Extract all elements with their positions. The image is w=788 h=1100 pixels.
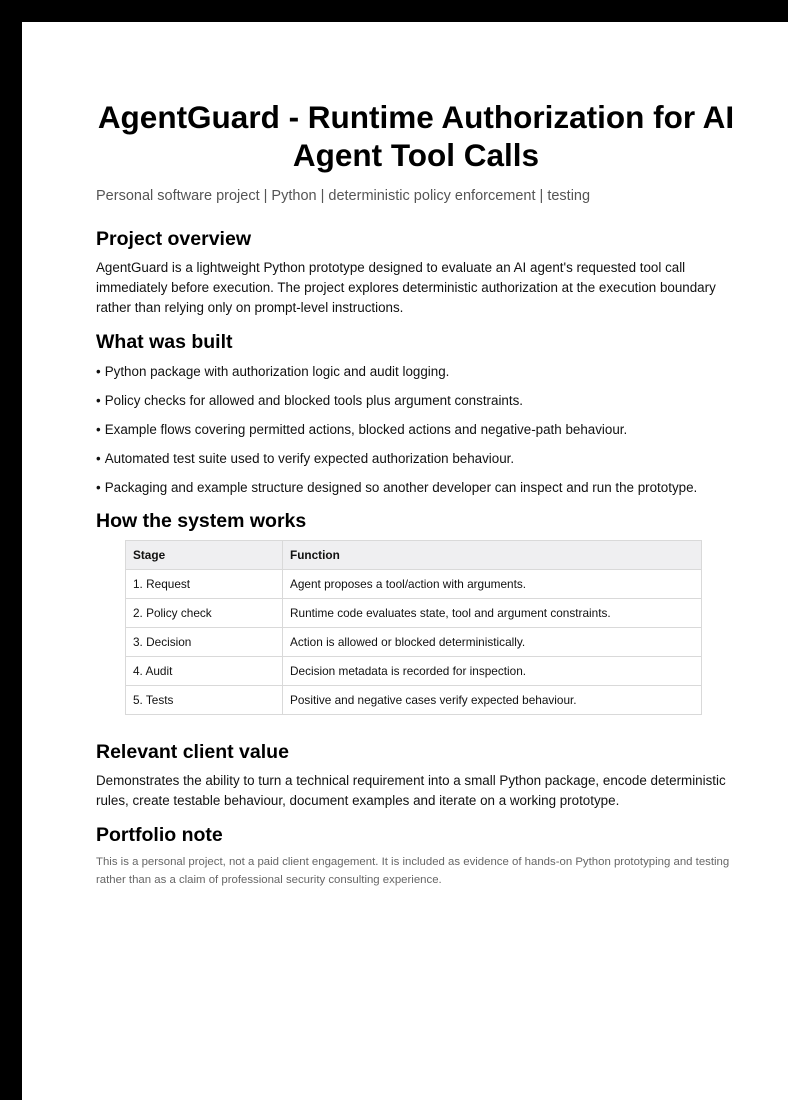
bullet-text: Automated test suite used to verify expected authorization behaviour. xyxy=(104,451,515,466)
cell-function: Agent proposes a tool/action with arguments. xyxy=(283,570,702,599)
table-header-row xyxy=(126,541,702,570)
table-row xyxy=(126,657,702,686)
table-row xyxy=(126,628,702,657)
section-heading-overview: Project overview xyxy=(96,228,251,250)
bullet-text: Packaging and example structure designed so another developer can inspect and run the prototype. xyxy=(104,480,698,495)
bullet-text: Python package with authorization logic and audit logging. xyxy=(104,364,450,379)
cell-stage: 4. Audit xyxy=(126,657,283,686)
section-heading-built: What was built xyxy=(96,331,233,353)
cell-function: Runtime code evaluates state, tool and argument constraints. xyxy=(283,599,702,628)
section-heading-value: Relevant client value xyxy=(96,741,289,763)
document-page xyxy=(22,22,788,1100)
bullet-text: Policy checks for allowed and blocked tools plus argument constraints. xyxy=(104,393,524,408)
section-heading-portfolio: Portfolio note xyxy=(96,824,223,846)
document-subtitle: Personal software project | Python | deterministic policy enforcement | testing xyxy=(96,188,591,204)
cell-function: Positive and negative cases verify expected behaviour. xyxy=(283,686,702,715)
bullet-dot-icon: • xyxy=(96,422,101,437)
cell-function: Decision metadata is recorded for inspection. xyxy=(283,657,702,686)
cell-function: Action is allowed or blocked deterministically. xyxy=(283,628,702,657)
bullet-item xyxy=(96,420,756,440)
bullet-text: Example flows covering permitted actions, blocked actions and negative-path behaviour. xyxy=(104,422,628,437)
built-bullet-list xyxy=(96,362,756,507)
stage-function-table xyxy=(125,540,702,715)
cell-stage: 5. Tests xyxy=(126,686,283,715)
bullet-dot-icon: • xyxy=(96,393,101,408)
bullet-item xyxy=(96,391,756,411)
bullet-dot-icon: • xyxy=(96,480,101,495)
table-row xyxy=(126,599,702,628)
cell-stage: 2. Policy check xyxy=(126,599,283,628)
value-paragraph: Demonstrates the ability to turn a technical requirement into a small Python package, encode deterministic rules, create testable behaviour, document examples and iterate on a working prototype. xyxy=(96,773,726,808)
table-row xyxy=(126,686,702,715)
bullet-dot-icon: • xyxy=(96,451,101,466)
bullet-item xyxy=(96,362,756,382)
bullet-item xyxy=(96,478,756,498)
document-title: AgentGuard - Runtime Authorization for AI Agent Tool Calls xyxy=(97,99,735,173)
overview-paragraph: AgentGuard is a lightweight Python prototype designed to evaluate an AI agent's requested tool call immediately before execution. The project explores deterministic authorization at the execution boundary rather than relying only on prompt-level instructions. xyxy=(96,260,716,315)
cell-stage: 1. Request xyxy=(126,570,283,599)
cell-stage: 3. Decision xyxy=(126,628,283,657)
column-header-stage: Stage xyxy=(126,541,283,570)
portfolio-note-paragraph: This is a personal project, not a paid client engagement. It is included as evidence of hands-on Python prototyping and testing rather than as a claim of professional security consulting experience. xyxy=(96,856,730,886)
section-heading-how: How the system works xyxy=(96,510,307,532)
bullet-item xyxy=(96,449,756,469)
column-header-function: Function xyxy=(283,541,702,570)
bullet-dot-icon: • xyxy=(96,364,101,379)
table-row xyxy=(126,570,702,599)
